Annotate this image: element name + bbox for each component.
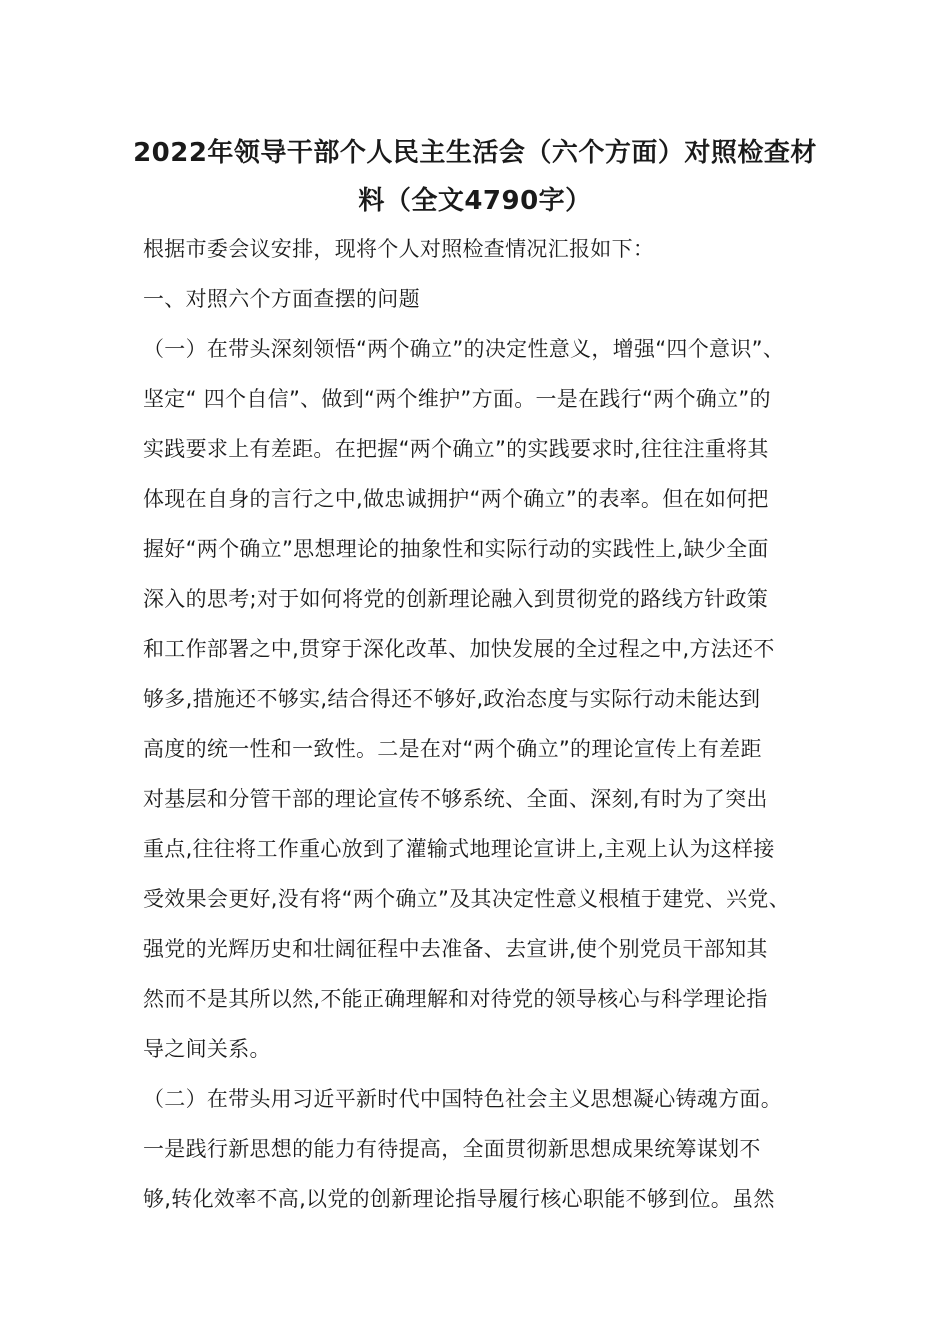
body-line: 高度的统一性和一致性。二是在对“两个确立”的理论宣传上有差距 bbox=[143, 737, 762, 761]
body-line: （一）在带头深刻领悟“两个确立”的决定性意义，增强“四个意识”、 bbox=[143, 337, 785, 361]
intro-line: 根据市委会议安排，现将个人对照检查情况汇报如下： bbox=[143, 237, 655, 261]
document-title-line-1: 2022年领导干部个人民主生活会（六个方面）对照检查材 bbox=[133, 138, 817, 168]
body-line: 实践要求上有差距。在把握“两个确立”的实践要求时,往往注重将其 bbox=[143, 437, 769, 461]
body-line: 导之间关系。 bbox=[143, 1037, 271, 1061]
subsection-heading-2: （二）在带头用习近平新时代中国特色社会主义思想凝心铸魂方面。 bbox=[143, 1087, 782, 1111]
body-line: 强党的光辉历史和壮阔征程中去准备、去宣讲,使个别党员干部知其 bbox=[143, 937, 768, 961]
body-line: 够,转化效率不高,以党的创新理论指导履行核心职能不够到位。虽然 bbox=[143, 1187, 775, 1211]
body-line: 一是践行新思想的能力有待提高，全面贯彻新思想成果统筹谋划不 bbox=[143, 1137, 761, 1161]
body-line: 握好“两个确立”思想理论的抽象性和实际行动的实践性上,缺少全面 bbox=[143, 537, 769, 561]
body-line: 和工作部署之中,贯穿于深化改革、加快发展的全过程之中,方法还不 bbox=[143, 637, 775, 661]
body-line: 受效果会更好,没有将“两个确立”及其决定性意义根植于建党、兴党、 bbox=[143, 887, 791, 911]
body-line: 重点,往往将工作重心放到了灌输式地理论宣讲上,主观上认为这样接 bbox=[143, 837, 775, 861]
section-heading-1: 一、对照六个方面查摆的问题 bbox=[143, 287, 420, 311]
body-line: 对基层和分管干部的理论宣传不够系统、全面、深刻,有时为了突出 bbox=[143, 787, 768, 811]
body-line: 然而不是其所以然,不能正确理解和对待党的领导核心与科学理论指 bbox=[143, 987, 768, 1011]
document-title-line-2: 料（全文4790字） bbox=[358, 186, 592, 216]
body-line: 深入的思考;对于如何将党的创新理论融入到贯彻党的路线方针政策 bbox=[143, 587, 769, 611]
body-line: 够多,措施还不够实,结合得还不够好,政治态度与实际行动未能达到 bbox=[143, 687, 761, 711]
body-line: 坚定“ 四个自信”、做到“两个维护”方面。一是在践行“两个确立”的 bbox=[143, 387, 771, 411]
body-line: 体现在自身的言行之中,做忠诚拥护“两个确立”的表率。但在如何把 bbox=[143, 487, 769, 511]
